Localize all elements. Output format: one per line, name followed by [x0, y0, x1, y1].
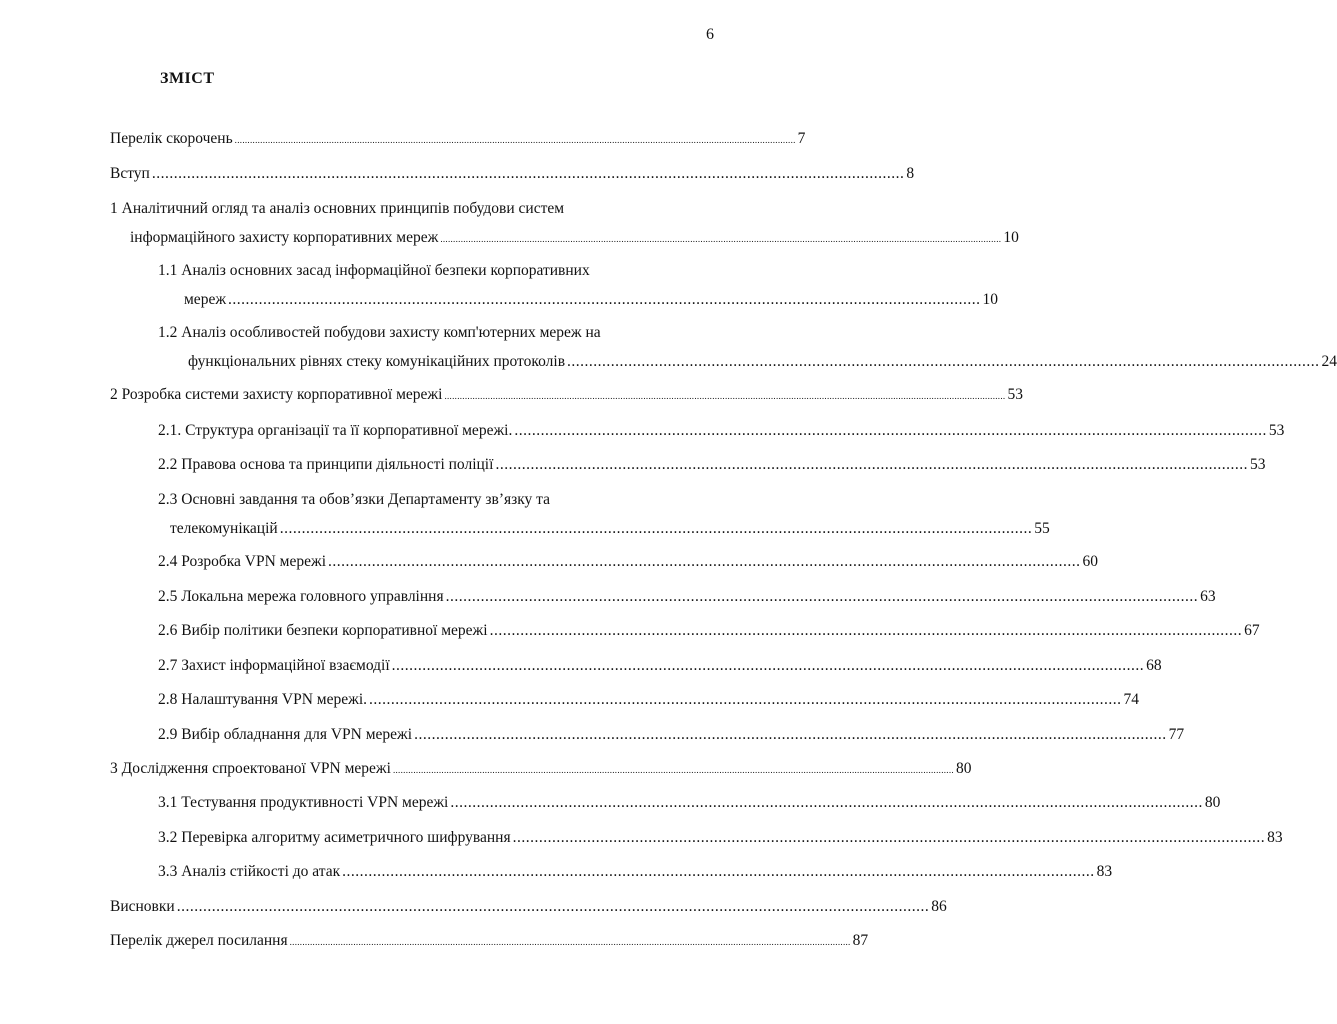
dot-leader: ............................................................................................................................................................................................................................: [440, 234, 1002, 244]
toc-entry-section-1-1[interactable]: [158, 262, 999, 309]
toc-entry-page: 53: [1268, 422, 1285, 439]
toc-entry-label: 1.1 Аналіз основних засад інформаційної безпеки корпоративних: [158, 262, 590, 279]
dot-leader: ............................................................................................................................................................................: [489, 622, 1243, 639]
toc-entry-page: 8: [906, 165, 915, 182]
dot-leader: ............................................................................................................................................................................: [514, 422, 1267, 439]
toc-entry-section-2-1[interactable]: [158, 422, 1285, 440]
toc-entry-page: 53: [1007, 386, 1023, 403]
dot-leader: ............................................................................................................................................................................: [369, 691, 1122, 708]
dot-leader: ............................................................................................................................................................................: [445, 588, 1199, 605]
toc-entry-label: Вступ: [110, 165, 150, 182]
dot-leader: ............................................................................................................................................................................................................................: [289, 937, 851, 947]
toc-entry-label: 2.4 Розробка VPN мережі: [158, 553, 327, 570]
toc-entry-section-2-9[interactable]: [158, 726, 1185, 744]
toc-entry-page: 53: [1249, 456, 1266, 473]
toc-entry-page: 67: [1244, 622, 1260, 639]
toc-entry-page: 87: [852, 932, 869, 949]
toc-entry-page: 10: [1003, 229, 1019, 246]
toc-entry-label: 2 Розробка системи захисту корпоративної мережі: [110, 386, 443, 403]
dot-leader: ............................................................................................................................................................................: [328, 553, 1081, 570]
toc-entry-label: 2.7 Захист інформаційної взаємодії: [158, 657, 390, 674]
toc-entry-label: 2.8 Налаштування VPN мережі.: [158, 691, 368, 708]
toc-entry-section-3-3[interactable]: [158, 863, 1113, 881]
dot-leader: ............................................................................................................................................................................: [391, 657, 1145, 674]
toc-entry-section-3-1[interactable]: [158, 794, 1221, 812]
toc-entry-page: 10: [982, 291, 999, 308]
toc-entry-page: 55: [1034, 520, 1050, 537]
toc-entry-section-2-2[interactable]: [158, 456, 1266, 474]
toc-entry-page: 83: [1096, 863, 1113, 880]
toc-entry-label: 1 Аналітичний огляд та аналіз основних принципів побудови систем: [110, 200, 565, 217]
dot-leader: ............................................................................................................................................................................: [151, 165, 905, 182]
toc-entry-label: 2.3 Основні завдання та обов’язки Департаменту зв’язку та: [158, 491, 551, 508]
toc-entry-section-2-5[interactable]: [158, 588, 1216, 606]
toc-entry-section-2-6[interactable]: [158, 622, 1260, 640]
toc-entry-label: 2.2 Правова основа та принципи діяльності поліції: [158, 456, 494, 473]
toc-entry-label: 2.9 Вибір обладнання для VPN мережі: [158, 726, 413, 743]
toc-entry-label-continued: телекомунікацій: [170, 520, 278, 537]
dot-leader: ............................................................................................................................................................................: [228, 291, 981, 308]
dot-leader: ............................................................................................................................................................................: [495, 456, 1248, 473]
toc-entry-label: 3 Дослідження спроектованої VPN мережі: [110, 760, 391, 777]
toc-entry-section-2-4[interactable]: [158, 553, 1099, 571]
toc-entry-label: Перелік джерел посилання: [110, 932, 288, 949]
dot-leader: ............................................................................................................................................................................: [512, 829, 1266, 846]
dot-leader: ............................................................................................................................................................................................................................: [444, 391, 1006, 401]
toc-entry-label-continued: інформаційного захисту корпоративних мереж: [130, 229, 439, 246]
toc-entry-section-3-2[interactable]: [158, 829, 1283, 847]
dot-leader: ............................................................................................................................................................................: [414, 726, 1167, 743]
toc-entry-page: 83: [1267, 829, 1283, 846]
toc-entry-label: 3.2 Перевірка алгоритму асиметричного шифрування: [158, 829, 511, 846]
toc-entry-page: 80: [1204, 794, 1221, 811]
toc-entry-page: 74: [1123, 691, 1140, 708]
toc-entry-label-continued: функціональних рівнях стеку комунікаційних протоколів: [188, 353, 566, 370]
toc-entry-label: 2.6 Вибір політики безпеки корпоративної мережі: [158, 622, 488, 639]
toc-entry-page: 7: [797, 130, 806, 147]
toc-entry-label: 2.5 Локальна мережа головного управління: [158, 588, 444, 605]
toc-entry-section-2[interactable]: [110, 386, 1023, 405]
toc-entry-conclusions[interactable]: [110, 898, 947, 916]
toc-entry-section-2-7[interactable]: [158, 657, 1162, 675]
dot-leader: ............................................................................................................................................................................: [279, 520, 1033, 537]
toc-entry-section-2-3[interactable]: [158, 491, 1050, 538]
dot-leader: ............................................................................................................................................................................................................................: [234, 135, 796, 145]
toc-title: ЗМІСТ: [160, 70, 215, 87]
toc-entry-label: 2.1. Структура організації та її корпоративної мережі.: [158, 422, 513, 439]
page-number: 6: [706, 26, 714, 43]
dot-leader: ............................................................................................................................................................................: [176, 898, 930, 915]
dot-leader: ............................................................................................................................................................................................................................: [392, 765, 954, 775]
dot-leader: ............................................................................................................................................................................: [450, 794, 1203, 811]
toc-entry-references[interactable]: [110, 932, 869, 951]
toc-entry-label-continued: мереж: [184, 291, 227, 308]
toc-entry-label: Перелік скорочень: [110, 130, 233, 147]
toc-entry-label: Висновки: [110, 898, 175, 915]
toc-entry-page: 68: [1146, 657, 1162, 674]
toc-entry-section-1[interactable]: [110, 200, 1019, 248]
dot-leader: ............................................................................................................................................................................: [342, 863, 1095, 880]
dot-leader: ............................................................................................................................................................................: [567, 353, 1320, 370]
toc-entry-label: 3.3 Аналіз стійкості до атак: [158, 863, 341, 880]
toc-entry-section-3[interactable]: [110, 760, 972, 779]
toc-entry-page: 80: [955, 760, 972, 777]
toc-entry-section-2-8[interactable]: [158, 691, 1140, 709]
toc-entry-page: 24: [1321, 353, 1337, 370]
toc-entry-label: 3.1 Тестування продуктивності VPN мережі: [158, 794, 449, 811]
toc-entry-label: 1.2 Аналіз особливостей побудови захисту комп'ютерних мереж на: [158, 324, 601, 341]
toc-entry-abbreviations[interactable]: [110, 130, 806, 149]
toc-entry-introduction[interactable]: [110, 165, 915, 183]
toc-entry-page: 77: [1168, 726, 1185, 743]
toc-entry-section-1-2[interactable]: [158, 324, 1337, 371]
toc-entry-page: 63: [1200, 588, 1216, 605]
toc-entry-page: 86: [931, 898, 947, 915]
toc-entry-page: 60: [1082, 553, 1099, 570]
